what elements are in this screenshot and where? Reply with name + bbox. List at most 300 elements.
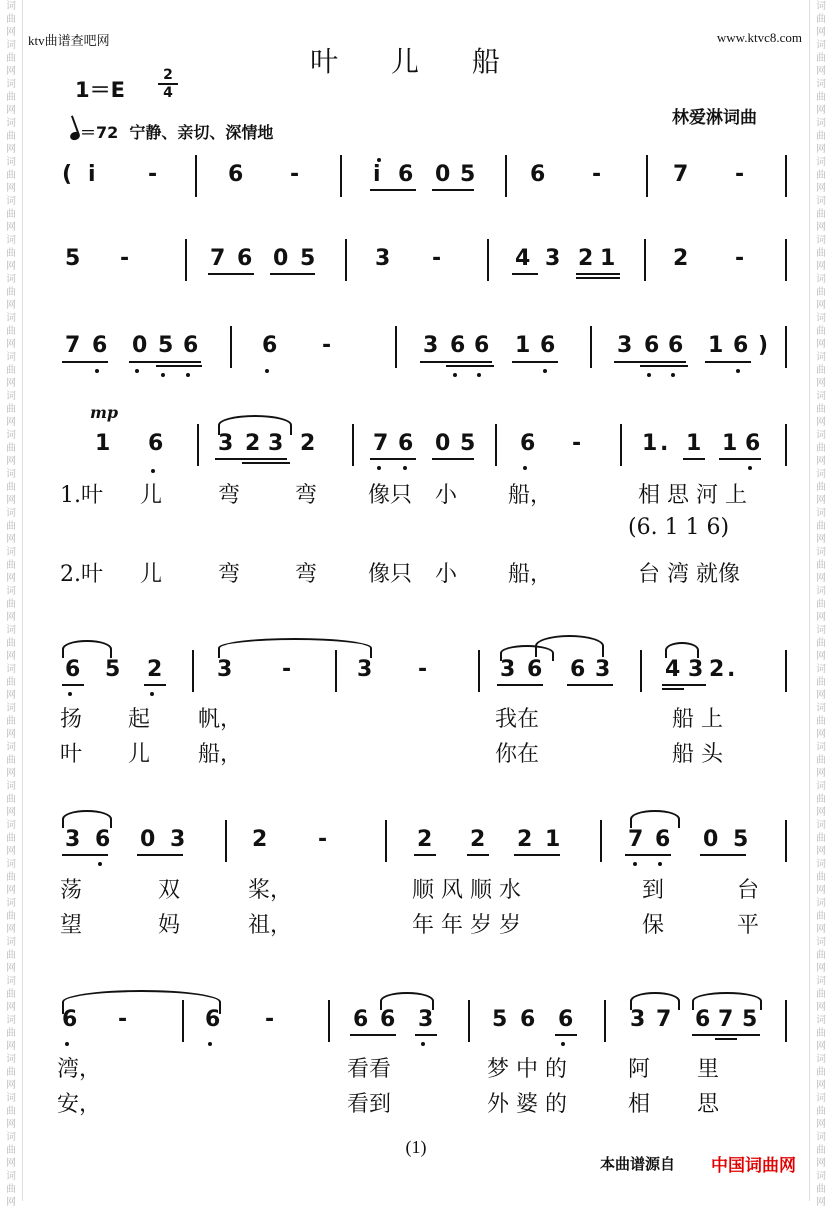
watermark-char: 曲 [6,443,16,454]
watermark-char: 词 [6,586,16,597]
note: 0 [140,827,156,852]
octave-dot [561,1042,565,1046]
key-signature: 1＝E [75,78,125,102]
left-watermark-strip [0,0,22,1208]
note: 6 [353,1007,369,1032]
watermark-char: 曲 [6,248,16,259]
source-label: 本曲谱源自 [600,1155,676,1173]
watermark-char: 网 [6,534,16,545]
tempo-expression: 宁静、亲切、深情地 [129,123,274,142]
watermark-char: 词 [816,157,826,168]
lyric: 看到 [347,1092,392,1117]
watermark-char: 词 [6,118,16,129]
time-signature-bottom: 4 [163,85,173,101]
watermark-char: 网 [6,261,16,272]
watermark-char: 词 [6,742,16,753]
barline [395,326,397,368]
note: 6 [65,657,81,682]
note: 3 [357,657,373,682]
underline [512,361,558,363]
note: - [572,431,582,456]
barline [230,326,232,368]
note: - [120,246,130,271]
note: 7 [656,1007,672,1032]
note: . [660,431,669,456]
watermark-char: 曲 [6,521,16,532]
watermark-char: 网 [6,1041,16,1052]
note: 7 [373,431,389,456]
watermark-char: 曲 [816,755,826,766]
watermark-char: 网 [6,417,16,428]
note: 3 [418,1007,434,1032]
watermark-char: 曲 [816,989,826,1000]
watermark-char: 曲 [6,716,16,727]
watermark-char: 曲 [816,287,826,298]
lyric: 祖， [248,913,293,938]
watermark-char: 网 [816,963,826,974]
note: . [727,657,736,682]
watermark-char: 曲 [6,677,16,688]
note: 6 [450,333,466,358]
lyric: 弯 [218,483,241,508]
octave-dot [477,373,481,377]
watermark-char: 网 [816,573,826,584]
note: 6 [398,431,414,456]
barline [640,650,642,692]
note: - [735,246,745,271]
watermark-char: 网 [816,261,826,272]
lyric: 弯 [295,483,318,508]
underline [555,1034,577,1036]
watermark-char: 曲 [816,131,826,142]
note: 1 [642,431,658,456]
lyric: 妈 [158,913,181,938]
octave-dot [633,862,637,866]
octave-dot [736,369,740,373]
note: 7 [673,162,689,187]
underline [414,854,436,856]
watermark-char: 网 [816,651,826,662]
octave-dot [150,692,154,696]
note: 6 [655,827,671,852]
slur [62,990,221,1014]
watermark-char: 曲 [6,1184,16,1195]
note: 6 [644,333,660,358]
watermark-char: 曲 [6,53,16,64]
watermark-char: 网 [816,417,826,428]
watermark-char: 网 [6,651,16,662]
watermark-char: 词 [6,898,16,909]
underline [270,273,315,275]
watermark-char: 词 [6,430,16,441]
watermark-char: 曲 [816,1067,826,1078]
watermark-char: 网 [6,27,16,38]
watermark-char: 网 [816,144,826,155]
note: 5 [300,246,316,271]
note: 6 [148,431,164,456]
watermark-char: 网 [816,300,826,311]
underline [215,458,287,460]
note: 2 [300,431,316,456]
underline [396,189,416,191]
watermark-char: 网 [6,573,16,584]
watermark-char: 词 [816,40,826,51]
watermark-char: 词 [816,1,826,12]
watermark-char: 曲 [816,1145,826,1156]
note: 6 [695,1007,711,1032]
octave-dot [98,862,102,866]
watermark-char: 曲 [816,521,826,532]
tempo-marking [70,120,273,143]
watermark-char: 词 [6,1132,16,1143]
watermark-char: 词 [816,196,826,207]
watermark-char: 网 [6,378,16,389]
note: 2 [517,827,533,852]
watermark-char: 词 [6,1054,16,1065]
slur [500,645,554,661]
watermark-char: 曲 [6,1067,16,1078]
underline [156,365,202,367]
watermark-char: 曲 [816,248,826,259]
lyric: 船， [508,483,553,508]
watermark-char: 网 [6,495,16,506]
octave-dot [377,466,381,470]
watermark-char: 曲 [6,287,16,298]
note: 6 [92,333,108,358]
note: 5 [742,1007,758,1032]
note: 7 [210,246,226,271]
note: 7 [718,1007,734,1032]
watermark-char: 网 [816,1119,826,1130]
watermark-char: 词 [6,235,16,246]
note: 3 [170,827,186,852]
source-site: 中国词曲网 [711,1156,796,1176]
watermark-char: 词 [816,430,826,441]
note: 2 [673,246,689,271]
underline [700,854,746,856]
watermark-char: 曲 [6,989,16,1000]
underline [137,854,183,856]
lyric: 小 [435,483,458,508]
lyric: 弯 [218,562,241,587]
note: 3 [617,333,633,358]
left-margin-line [22,0,23,1201]
watermark-char: 曲 [816,326,826,337]
watermark-char: 曲 [6,950,16,961]
underline [467,854,489,856]
watermark-char: 词 [816,1015,826,1026]
dynamic-marking: mp [90,403,119,422]
watermark-char: 词 [816,547,826,558]
underline [715,1038,737,1040]
lyric: 小 [435,562,458,587]
octave-dot [161,373,165,377]
watermark-char: 曲 [6,755,16,766]
watermark-char: 词 [6,937,16,948]
note: 1 [722,431,738,456]
octave-dot [523,466,527,470]
underline [62,854,108,856]
note: 3 [268,431,284,456]
lyric: 船， [198,742,243,767]
watermark-char: 网 [6,1197,16,1208]
watermark-char: 网 [6,729,16,740]
note: 6 [205,1007,221,1032]
note: 3 [423,333,439,358]
watermark-char: 曲 [816,365,826,376]
watermark-char: 网 [6,768,16,779]
watermark-char: 曲 [816,482,826,493]
site-watermark-right: www.ktvc8.com [716,30,802,45]
watermark-char: 曲 [6,131,16,142]
watermark-char: 词 [6,1093,16,1104]
watermark-char: 网 [6,1002,16,1013]
underline [415,1034,437,1036]
octave-dot [658,862,662,866]
lyric: 你在 [495,742,540,767]
barline [785,155,787,197]
note: 2 [709,657,725,682]
octave-dot [453,373,457,377]
composer-credit: 林爱淋词曲 [672,108,757,128]
octave-dot [671,373,675,377]
barline [600,820,602,862]
watermark-char: 曲 [6,794,16,805]
watermark-char: 网 [6,612,16,623]
lyric: 1.叶 [60,483,103,508]
barline [620,424,622,466]
watermark-char: 词 [6,196,16,207]
note: 2 [245,431,261,456]
octave-dot [647,373,651,377]
watermark-char: 曲 [816,872,826,883]
lyric: 叶 [60,742,83,767]
note: - [265,1007,275,1032]
watermark-char: 词 [816,79,826,90]
watermark-char: 词 [6,508,16,519]
lyric: 荡 [60,878,83,903]
underline [576,273,620,275]
barline [785,650,787,692]
lyric: 外 婆 的 [487,1092,567,1117]
note: 0 [273,246,289,271]
watermark-char: 网 [816,690,826,701]
watermark-char: 曲 [816,53,826,64]
watermark-char: 曲 [816,950,826,961]
barline [487,239,489,281]
lyric: 扬 [60,707,83,732]
note: 6 [237,246,253,271]
watermark-char: 网 [816,807,826,818]
slur [218,415,292,435]
lyric: 台 湾 就像 [638,562,740,587]
lyric: 帆， [198,707,243,732]
note: 3 [500,657,516,682]
watermark-char: 网 [6,807,16,818]
note: 6 [520,1007,536,1032]
watermark-char: 词 [6,274,16,285]
watermark-char: 词 [6,391,16,402]
watermark-char: 词 [6,1171,16,1182]
watermark-char: 词 [6,547,16,558]
note: - [148,162,158,187]
lyric: 平 [737,913,760,938]
note: ( [62,162,73,187]
watermark-char: 词 [6,1,16,12]
watermark-char: 词 [6,625,16,636]
lyric: 儿 [140,562,163,587]
barline [785,1000,787,1042]
note: 6 [733,333,749,358]
watermark-char: 网 [6,1080,16,1091]
watermark-char: 词 [6,820,16,831]
watermark-char: 词 [6,157,16,168]
note: 0 [132,333,148,358]
barline [352,424,354,466]
note: ) [758,333,769,358]
note: 6 [95,827,111,852]
watermark-char: 曲 [816,560,826,571]
watermark-char: 网 [816,1041,826,1052]
octave-dot [151,469,155,473]
underline [432,189,474,191]
lyric: 像只 [368,562,413,587]
watermark-char: 网 [816,66,826,77]
lyric: 儿 [140,483,163,508]
note: 2 [147,657,163,682]
underline [692,1034,760,1036]
watermark-char: 网 [816,885,826,896]
lyric: 湾， [57,1057,102,1082]
octave-dot [543,369,547,373]
watermark-char: 词 [816,1054,826,1065]
watermark-char: 曲 [6,560,16,571]
underline [662,684,706,686]
watermark-char: 网 [816,846,826,857]
lyric: 儿 [128,742,151,767]
note: - [118,1007,128,1032]
note: 6 [745,431,761,456]
octave-dot [377,158,381,162]
underline [446,365,494,367]
time-signature [158,68,178,100]
note: - [290,162,300,187]
watermark-char: 词 [816,508,826,519]
slur [630,810,680,828]
underline [432,458,474,460]
note: 2 [578,246,594,271]
note: i [88,162,96,187]
lyric: 保 [642,913,665,938]
underline [514,854,560,856]
watermark-char: 词 [6,976,16,987]
watermark-char: 词 [6,469,16,480]
watermark-char: 网 [6,66,16,77]
note: 3 [218,431,234,456]
watermark-char: 网 [6,885,16,896]
watermark-char: 网 [6,300,16,311]
note: 4 [515,246,531,271]
note: 5 [105,657,121,682]
right-margin-line [809,0,810,1201]
watermark-char: 曲 [6,599,16,610]
underline [640,365,688,367]
note: 3 [545,246,561,271]
note: 7 [65,333,81,358]
watermark-char: 曲 [816,209,826,220]
watermark-char: 网 [6,456,16,467]
watermark-char: 词 [816,625,826,636]
note: 1 [686,431,702,456]
barline [785,820,787,862]
underline [370,458,416,460]
watermark-char: 词 [6,1015,16,1026]
underline [497,684,543,686]
site-watermark-left: ktv曲谱查吧网 [28,33,110,48]
tempo-bpm: ＝72 [80,123,119,142]
lyric: 相 思 河 上 [638,483,747,508]
watermark-char: 曲 [6,872,16,883]
octave-dot [95,369,99,373]
barline [590,326,592,368]
note: 6 [228,162,244,187]
watermark-char: 曲 [6,482,16,493]
lyric: 弯 [295,562,318,587]
barline [785,239,787,281]
underline [420,361,492,363]
note: 6 [540,333,556,358]
note: 1 [95,431,111,456]
lyric: 年 年 岁 岁 [412,913,521,938]
watermark-char: 网 [6,846,16,857]
watermark-char: 词 [816,781,826,792]
note: 0 [435,431,451,456]
underline [242,462,290,464]
watermark-char: 曲 [6,404,16,415]
watermark-char: 词 [816,937,826,948]
watermark-char: 词 [816,703,826,714]
watermark-char: 曲 [816,404,826,415]
lyric: 里 [697,1057,720,1082]
note: 1 [545,827,561,852]
lyric: 2.叶 [60,562,103,587]
note: 2 [252,827,268,852]
barline [340,155,342,197]
barline [495,424,497,466]
barline [185,239,187,281]
octave-dot [748,466,752,470]
watermark-char: 词 [816,586,826,597]
watermark-char: 网 [816,534,826,545]
underline [62,684,84,686]
note: 6 [530,162,546,187]
octave-dot [265,369,269,373]
note: 1 [708,333,724,358]
lyric: 船， [508,562,553,587]
watermark-char: 曲 [6,209,16,220]
note: 6 [380,1007,396,1032]
underline [614,361,686,363]
note: 5 [733,827,749,852]
watermark-char: 网 [6,1119,16,1130]
watermark-char: 曲 [816,794,826,805]
note: 5 [460,431,476,456]
watermark-char: 曲 [816,677,826,688]
watermark-char: 网 [6,222,16,233]
slur [62,810,112,828]
watermark-char: 词 [6,313,16,324]
note: 1 [600,246,616,271]
